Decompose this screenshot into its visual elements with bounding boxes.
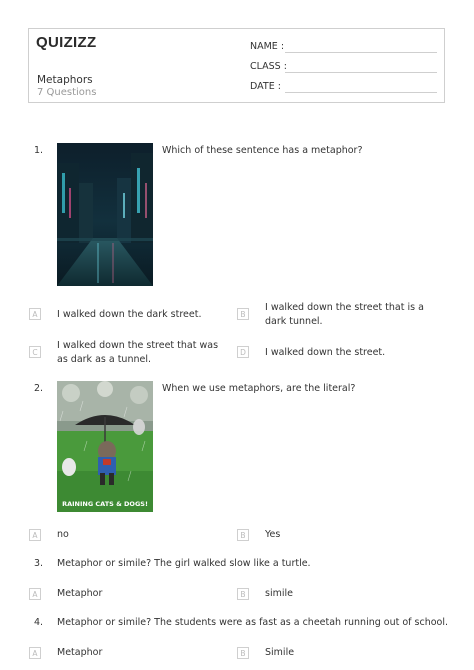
option-text[interactable]: Metaphor [57,588,103,599]
question-text: When we use metaphors, are the literal? [162,383,356,394]
class-label: CLASS : [250,61,287,72]
option-letter: A [29,308,41,320]
option-text[interactable]: Yes [265,529,281,540]
option-text[interactable]: no [57,529,69,540]
question-number: 2. [34,383,44,394]
umbrella-cat-photo [57,381,153,512]
option-text[interactable]: I walked down the street that was as dark as a tunnel. [57,340,219,365]
date-line[interactable] [285,92,437,93]
question-number: 3. [34,558,44,569]
option-text[interactable]: I walked down the street. [265,347,386,358]
worksheet-question-count: 7 Questions [37,87,97,98]
question-number: 1. [34,145,44,156]
name-label: NAME : [250,41,285,52]
option-letter: A [29,529,41,541]
quizizz-logo: QUIZIZZ [36,34,97,51]
option-text[interactable]: I walked down the street that is a dark tunnel. [265,302,424,327]
option-letter: D [237,346,249,358]
question-text: Metaphor or simile? The students were as fast as a cheetah running out of school. [57,617,449,628]
option-letter: C [29,346,41,358]
class-line[interactable] [285,72,437,73]
option-letter: B [237,647,249,659]
name-line[interactable] [285,52,437,53]
option-letter: A [29,647,41,659]
option-letter: A [29,588,41,600]
option-text[interactable]: Metaphor [57,647,103,658]
worksheet-title: Metaphors [37,74,93,86]
question-text: Which of these sentence has a metaphor? [162,145,363,156]
street-photo [57,143,153,286]
option-letter: B [237,308,249,320]
option-letter: B [237,588,249,600]
question-text: Metaphor or simile? The girl walked slow like a turtle. [57,558,311,569]
image-caption: RAINING CATS & DOGS! [62,500,148,508]
option-letter: B [237,529,249,541]
date-label: DATE : [250,81,281,92]
option-text[interactable]: Simile [265,647,295,658]
question-number: 4. [34,617,44,628]
option-text[interactable]: simile [265,588,293,599]
option-text[interactable]: I walked down the dark street. [57,309,202,320]
